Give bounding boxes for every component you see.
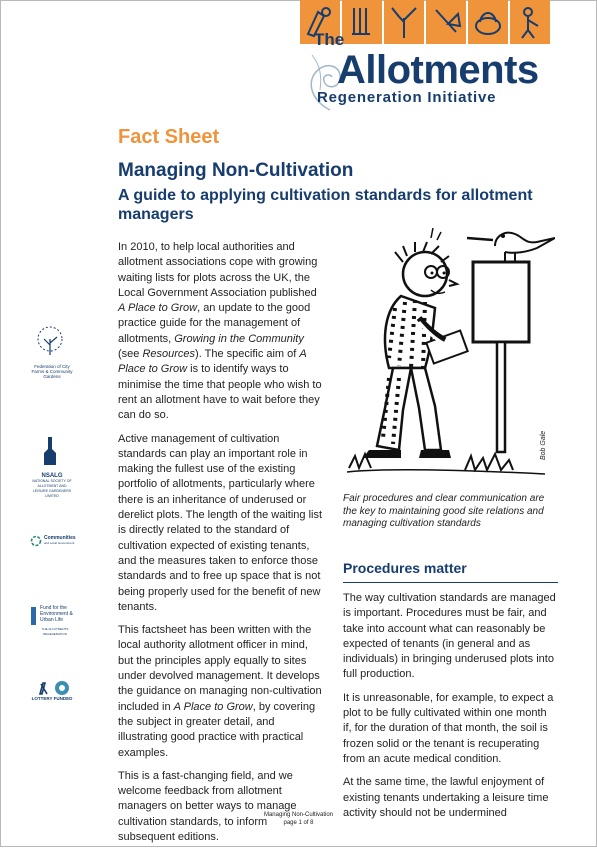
- tile-gardener-icon: [510, 0, 550, 44]
- sidebar-logo-lottery: [30, 680, 74, 701]
- publication-title: Growing in the Community: [174, 332, 304, 345]
- fund-text: Fund for the Environment & Urban Life: [40, 605, 73, 623]
- text-run: , by covering the subject in greater detail, and illustrating good practice with practical examples.: [118, 700, 316, 759]
- publication-title: A Place to Grow: [118, 302, 198, 315]
- tile-trowel-icon: [426, 0, 466, 44]
- tile-seedling-icon: [384, 0, 424, 44]
- page-title: Managing Non-Cultivation: [118, 160, 354, 181]
- footer-doc-title: Managing Non-Cultivation: [263, 812, 334, 818]
- fact-sheet-label: Fact Sheet: [118, 126, 220, 148]
- lawful-enjoyment-paragraph: At the same time, the lawful enjoyment of existing tenants undertaking a leisure time activity should not be undermined: [343, 776, 549, 819]
- resources-reference: Resources: [142, 348, 196, 361]
- city-farms-text: Federation of City Farms & Community Gardens: [31, 364, 73, 379]
- sidebar-logo-fund: [30, 605, 80, 637]
- procedures-paragraph: The way cultivation standards are managed is important. Procedures must be fair, and take into account what can reasonably be expected of tenants (in general and as individuals) in bringing underused plots into full production.: [343, 592, 556, 681]
- cartoon-credit: Bob Gale: [540, 430, 547, 460]
- text-run: This factsheet has been written with the local authority allotment officer in mind, but the principles apply equally to sites under devolved management. It develops the guidance on managing non-cultivation included in: [118, 624, 322, 713]
- text-run: In 2010, to help local authorities and allotment associations cope with growing waiting lists for plots across the UK, the Local Government Association published: [118, 241, 318, 299]
- tree-logo-icon: [30, 325, 70, 359]
- communities-text: Communities: [44, 535, 76, 541]
- section-heading-procedures: Procedures matter: [343, 560, 467, 576]
- spade-logo-icon: [30, 435, 70, 469]
- communities-subtext: and Local Government: [44, 541, 75, 545]
- sidebar-logo-nsalg: [30, 435, 74, 499]
- intro-paragraph: [118, 240, 326, 424]
- text-run: (see: [118, 348, 143, 361]
- tile-basket-icon: [468, 0, 508, 44]
- text-run: , an update to the good practice guide for the management of allotments,: [118, 302, 311, 345]
- fund-mark-icon: [30, 605, 38, 627]
- communities-ring-icon: [30, 535, 42, 547]
- logo-subtitle-text: Regeneration Initiative: [317, 89, 497, 106]
- sidebar-logo-city-farms: [30, 325, 74, 379]
- unreasonable-example-paragraph: It is unreasonable, for example, to expect a plot to be fully cultivated within one month if, for the duration of that month, the soil is frozen solid or the tenant is recuperating from an acute medical condition.: [343, 691, 554, 765]
- page-footer: [0, 812, 597, 827]
- fund-subtext: THE ALLOTMENTS REGENERATION: [41, 627, 69, 636]
- text-run: ). The specific aim of: [195, 348, 300, 361]
- lottery-funded-text: LOTTERY FUNDED: [31, 696, 73, 701]
- left-column: [118, 240, 326, 853]
- gardener-cartoon-image: [345, 218, 555, 483]
- page-subtitle: A guide to applying cultivation standards for allotment managers: [118, 187, 533, 223]
- cartoon-caption: Fair procedures and clear communication are the key to maintaining good site relations and managing cultivation standards: [343, 493, 545, 530]
- nsalg-subtext: NATIONAL SOCIETY OF ALLOTMENT AND LEISURE GARDENERS LIMITED: [32, 479, 72, 498]
- lottery-crossed-fingers-icon: [35, 680, 51, 696]
- lottery-circle-icon: [54, 680, 70, 696]
- publication-title: A Place to Grow: [173, 700, 253, 713]
- right-column: [343, 591, 558, 829]
- feedback-paragraph: This is a fast-changing field, and we welcome feedback from allotment managers on better ways to manage cultivation standards, to inform subsequent editions.: [118, 769, 297, 843]
- tile-fork-icon: [342, 0, 382, 44]
- logo-the-text: The: [314, 30, 345, 49]
- text-run: is to identify ways to minimise the time that people who wish to rent an allotment have to wait before they can do so.: [118, 363, 322, 422]
- active-management-paragraph: Active management of cultivation standards can play an important role in making the fullest use of the existing portfolio of allotments, particularly where there is an inheritance of underused or derelict plots. The length of the waiting list is directly related to the standard of cultivation expected of existing tenants, and the measures taken to enforce those standards and to free up space that is not being properly used for the benefit of new tenants.: [118, 432, 323, 613]
- nsalg-text: NSALG: [41, 473, 63, 479]
- logo-allotments-text: Allotments: [337, 48, 539, 92]
- factsheet-purpose-paragraph: [118, 623, 326, 761]
- publication-title: A Place to Grow: [118, 348, 307, 376]
- section-divider: [343, 582, 558, 583]
- footer-page-number: page 1 of 8: [283, 819, 314, 826]
- sidebar-logo-communities: [30, 535, 80, 547]
